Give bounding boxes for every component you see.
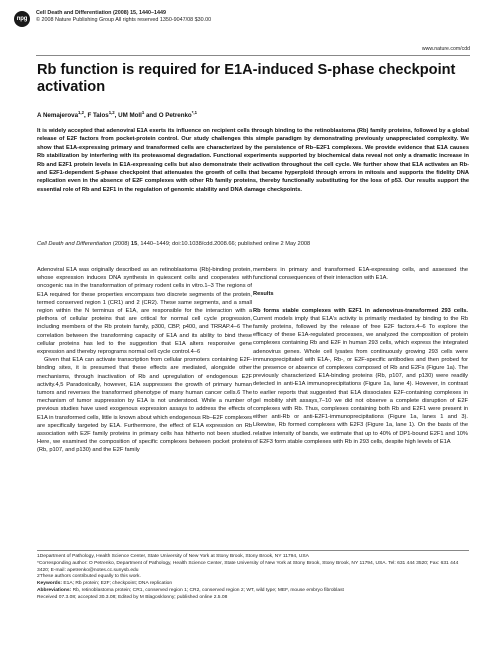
- citation-details: , 1440–1449; doi:10.1038/cdd.2008.66; published online 2 May 2008: [137, 241, 311, 247]
- journal-line: [36, 10, 211, 17]
- equal-contribution-note: 2These authors contributed equally to this work.: [37, 574, 141, 580]
- author-name: UM Moll: [118, 112, 142, 120]
- correspondence-note: *Corresponding author: O Petrenko, Department of Pathology, Health Science Center, State University of New York at Stony Brook, Stony Brook, NY 11794, USA. Tel: 631 444 3520; Fax: 631 444 3420; E-mail: apetrenko@notes.cc.sunysb.edu: [37, 560, 459, 573]
- author-separator: ,: [84, 112, 88, 120]
- author-list: [37, 110, 197, 119]
- abbreviations-label: Abbreviations:: [37, 587, 72, 593]
- author-affiliation: 1,2: [78, 110, 85, 115]
- abstract: It is widely accepted that adenoviral E1A exerts its influence on recipient cells through binding to the retinoblastoma (Rb) family proteins, followed by a global release of E2F factors from pocket-protein control. Our study challenges this simple paradigm by demonstrating previously unappreciated complexity. We show that E1A-expressing primary and transformed cells are characterized by the persistence of Rb–E2F1 complexes. We provide evidence that E1A causes Rb stabilization by interfering with its proteasomal degradation. Functional experiments supported by biochemical data reveal not only a dramatic increase in Rb and E2F1 protein levels in E1A-expressing cells but also demonstrate their activation throughout the cell cycle. We further show that E1A activates an Rb- and E2F1-dependent S-phase checkpoint that attenuates the growth of cells that became hyperploid through errors in mitosis and supports the fidelity DNA replication even in the absence of E2F complexes with other Rb family proteins, thereby functionally substituting for the loss of p53. Our results support the essential role of Rb and E2F1 in the regulation of genomic stability and DNA damage checkpoints.: [37, 128, 469, 193]
- author-affiliation: *,1: [191, 110, 197, 115]
- author-separator: ,: [114, 112, 119, 120]
- journal-name: Cell Death and Differentiation: [36, 10, 112, 16]
- author-affiliation: 1: [141, 110, 145, 115]
- footnote-rule: [37, 550, 469, 551]
- logo-text: npg: [16, 16, 28, 22]
- left-column: [37, 266, 252, 455]
- body-paragraph: members in primary and transformed E1A-expressing cells, and assessed the functional consequences of their interaction with E1A.: [253, 267, 468, 282]
- body-paragraph: Given that E1A can activate transcription from cellular promoters containing E2F-binding sites, it is presumed that these effects are mediated, alongside other mechanisms, through inactivation of Rb and upregulation of endogenous E2F activity.4,5 Paradoxically, however, E1A suppresses the growth of primary human tumors and reverses the transformed phenotype of many human cancer cells.6 The mechanism of tumor suppression by E1A is not understood. While a number of previous studies have used exogenous expression assays to address the effects of E1A in transformed cells, little is known about which endogenous Rb–E2F complexes are specifically targeted by E1A. Furthermore, the effect of E1A expression on Rb association with E2F family proteins in primary cells has hitherto not been studied. Here, we examined the composition of specific complexes between pocket proteins (Rb, p107, and p130) and the E2F family: [37, 357, 252, 454]
- journal-url: www.nature.com/cdd: [421, 46, 470, 52]
- copyright-line: © 2008 Nature Publishing Group All rights reserved 1350-9047/08 $30.00: [36, 17, 212, 23]
- journal-volume: (2008) 15, 1440–1449: [112, 10, 167, 16]
- author-name: A Nemajerova: [37, 112, 79, 120]
- subsection-body: Current models imply that E1A's activity is primarily mediated by binding to the Rb family proteins, followed by the release of free E2F factors.4–6 To explore the efficacy of these E1A-regulated processes, we analyzed the composition of protein complexes containing Rb and E2F in human 293 cells, which express the integrated adenovirus genes. Whole cell lysates from continuously growing 293 cells were immunoprecipitated with E1A-, Rb-, or E2F-specific antibodies and then probed for the presence or absence of complexes composed of Rb and E2Fs (Figure 1a). The previously characterized E1A-binding proteins (Rb, p107, and p130) were readily detected in anti-E1A immunoprecipitations (Figure 1a, lane 4). However, in contrast to earlier reports that suggested that E1A dissociates E2F-containing complexes in gel mobility shift assays,7–10 we did not observe a complete disruption of E2F complexes with Rb. Thus, complexes containing both Rb and E2F1 were present in either anti-Rb or anti-E2F1-immunoprecipitations (Figure 1a, lanes 1 and 3). Likewise, Rb formed complexes with E2F3 (Figure 1a, lane 1). On the basis of the relative intensity of bands, we estimate that up to 40% of DP1-bound E2F1 and 10% of E2F3 form stable complexes with Rb in 293 cells, despite high levels of E1A: [253, 315, 468, 445]
- right-column: [253, 266, 468, 446]
- citation-journal: Cell Death and Differentiation: [37, 241, 112, 247]
- keywords-label: Keywords:: [37, 581, 63, 587]
- abbreviations-line: [37, 588, 469, 595]
- subsection-heading: Rb forms stable complexes with E2F1 in adenovirus-transformed 293 cells.: [253, 307, 468, 314]
- citation-year: (2008): [111, 241, 131, 247]
- section-heading-results: Results: [253, 291, 274, 298]
- footnotes: [37, 554, 469, 602]
- author-affiliation: 1,2: [108, 110, 115, 115]
- header-rule: [36, 55, 470, 56]
- keywords-line: [37, 581, 469, 588]
- journal-header: [36, 10, 211, 24]
- body-paragraph: Adenoviral E1A was originally described as an retinoblastoma (Rb)-binding protein, whose expression induces DNA synthesis in quiescent cells and cooperates with oncogenic ras in the transformation of primary rodent cells in vitro.1–3 The regions of E1A required for these properties encompass two discrete segments of the protein, termed conserved region 1 (CR1) and 2 (CR2). These same segments, and a small region within the N terminus of E1A, are responsible for the interaction with a plethora of cellular proteins that are critical for normal cell cycle progression, including members of the Rb protein family, p300, CBP, p400, and TRRAP.4–6 The correlation between the transforming capacity of E1A and its ability to bind these cellular proteins has led to the suggestion that E1A alters responsive gene expression and thereby reprograms normal cell cycle control.4–6: [37, 267, 252, 356]
- citation-volume: 15: [130, 241, 138, 247]
- body-paragraph: [253, 307, 468, 446]
- citation-line: [37, 240, 469, 248]
- affiliation-note: 1Department of Pathology, Health Science Center, State University of New York at Stony Brook, Stony Brook, NY 11794, USA: [37, 554, 309, 559]
- abbreviations-text: Rb, retinoblastoma protein; CR1, conserved region 1; CR2, conserved region 2; WT, wild type; MEF, mouse embryo fibroblast: [71, 587, 344, 593]
- author-name: F Talos: [87, 112, 109, 120]
- author-separator: and: [144, 112, 159, 120]
- keywords-text: E1A; Rb protein; E2F; checkpoint; DNA replication: [62, 581, 173, 587]
- received-line: Received 07.3.08; accepted 30.3.08; Edited by M Blagosklonny; published online 2.5.08: [37, 594, 228, 600]
- npg-logo: [14, 11, 30, 27]
- author-name: O Petrenko: [158, 112, 192, 120]
- article-title: Rb function is required for E1A-induced S-phase checkpoint activation: [37, 62, 456, 95]
